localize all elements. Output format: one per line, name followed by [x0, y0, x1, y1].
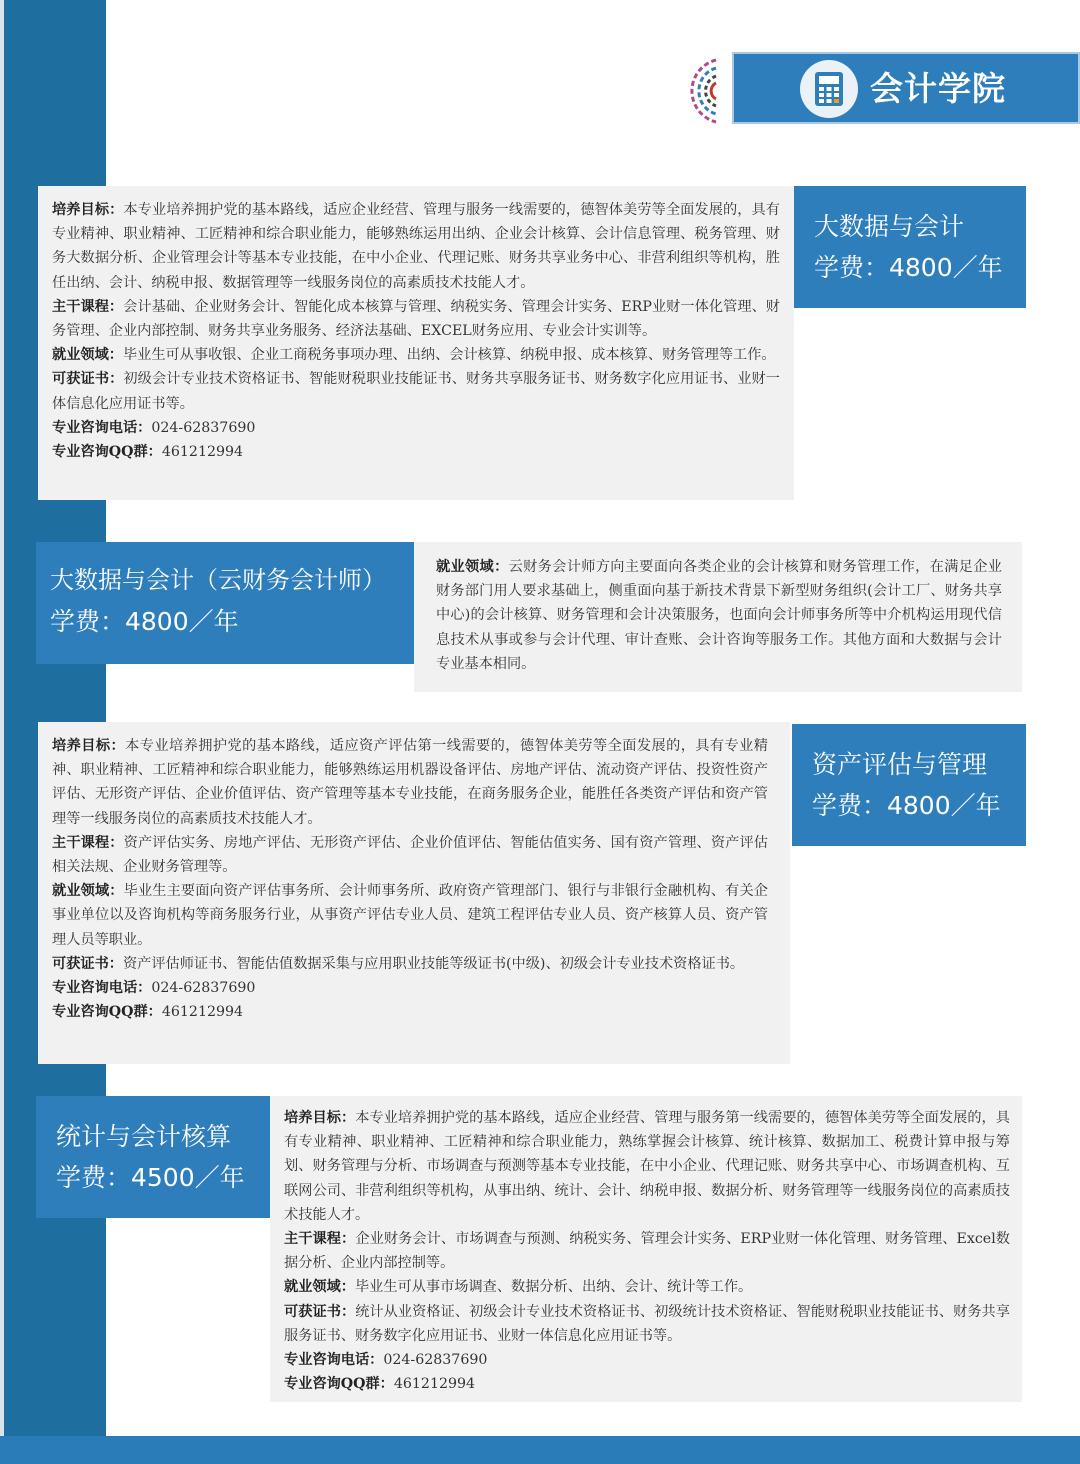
program-name: 大数据与会计（云财务会计师）: [50, 566, 386, 594]
field-certificates: 可获证书：初级会计专业技术资格证书、智能财税职业技能证书、财务共享服务证书、财务数字化应用证书、业财一体信息化应用证书等。: [52, 371, 780, 412]
field-qq-group: 专业咨询QQ群：461212994: [52, 1004, 244, 1021]
field-goal: 培养目标：本专业培养拥护党的基本路线，适应资产评估第一线需要的，德智体美劳等全面发展的，具有专业精神、职业精神、工匠精神和综合职业能力，能够熟练运用机器设备评估、房地产评估、流动资产评估、投资性资产评估、无形资产评估、企业价值评估、资产管理等基本专业技能，在商务服务企业，能胜任各类资产评估和资产管理等一线服务岗位的高素质技术技能人才。: [52, 738, 768, 827]
program-name: 大数据与会计: [814, 212, 965, 241]
field-courses: 主干课程：资产评估实务、房地产评估、无形资产评估、企业价值评估、智能估值实务、国有资产管理、资产评估相关法规、企业财务管理等。: [52, 834, 768, 876]
field-courses: 主干课程：会计基础、企业财务会计、智能化成本核算与管理、纳税实务、管理会计实务、ERP业财一体化管理、财务管理、企业内部控制、财务共享业务服务、经济法基础、EXCEL财务应用、专业会计实训等。: [52, 298, 780, 340]
field-goal: 培养目标：本专业培养拥护党的基本路线，适应企业经营、管理与服务第一线需要的，德智体美劳等全面发展的，具有专业精神、职业精神、工匠精神和综合职业能力，熟练掌握会计核算、统计核算、数据加工、税费计算申报与筹划、财务管理与分析、市场调查与预测等基本专业技能，在中小企业、代理记账、财务共享中心、市场调查机构、互联网公司、非营利组织等机构，从事出纳、统计、会计、纳税申报、数据分析、财务管理等一线服务岗位的高素质技术技能人才。: [284, 1110, 1010, 1223]
field-phone: 专业咨询电话：024-62837690: [52, 419, 256, 436]
college-title: 会计学院: [870, 69, 1006, 108]
arc-logo-icon: [676, 56, 722, 126]
field-employment: 就业领域：毕业生可从事市场调查、数据分析、出纳、会计、统计等工作。: [284, 1279, 753, 1296]
bottom-accent-bar: [0, 1436, 1080, 1464]
field-employment: 就业领域：毕业生可从事收银、企业工商税务事项办理、出纳、会计核算、纳税申报、成本核算、财务管理等工作。: [52, 347, 776, 364]
program-name: 统计与会计核算: [56, 1122, 232, 1151]
program-fee: 学费：4500／年: [56, 1163, 245, 1192]
program-title-box-big-data-accounting: [794, 186, 1026, 308]
program-panel-big-data-accounting: [38, 186, 794, 500]
program-name: 资产评估与管理: [812, 750, 988, 779]
field-employment: 就业领域：云财务会计师方向主要面向各类企业的会计核算和财务管理工作，在满足企业财务部门用人要求基础上，侧重面向基于新技术背景下新型财务组织(会计工厂、财务共享中心)的会计核算、财务管理和会计决策服务，也面向会计师事务所等中介机构运用现代信息技术从事或参与会计代理、审计查账、会计咨询等服务工作。其他方面和大数据与会计专业基本相同。: [436, 559, 1002, 672]
program-panel-statistics: [270, 1096, 1022, 1402]
left-stripe-edge: [0, 0, 4, 1464]
program-panel-asset-appraisal: [38, 722, 790, 1064]
field-qq-group: 专业咨询QQ群：461212994: [52, 444, 244, 461]
field-certificates: 可获证书：统计从业资格证、初级会计专业技术资格证书、初级统计技术资格证、智能财税职业技能证书、财务共享服务证书、财务数字化应用证书、业财一体信息化应用证书等。: [284, 1303, 1010, 1344]
calculator-icon-badge: [800, 60, 858, 118]
field-qq-group: 专业咨询QQ群：461212994: [284, 1376, 476, 1393]
program-title-box-asset-appraisal: [792, 724, 1026, 846]
calculator-icon: [814, 71, 844, 107]
field-phone: 专业咨询电话：024-62837690: [52, 980, 256, 997]
program-title-box-cloud-finance: [36, 542, 414, 664]
field-phone: 专业咨询电话：024-62837690: [284, 1352, 488, 1369]
program-title-box-statistics: [36, 1096, 270, 1218]
field-employment: 就业领域：毕业生主要面向资产评估事务所、会计师事务所、政府资产管理部门、银行与非银行金融机构、有关企事业单位以及咨询机构等商务服务行业，从事资产评估专业人员、建筑工程评估专业人员、资产核算人员、资产管理人员等职业。: [52, 883, 768, 948]
field-goal: 培养目标：本专业培养拥护党的基本路线，适应企业经营、管理与服务一线需要的，德智体美劳等全面发展的，具有专业精神、职业精神、工匠精神和综合职业能力，能够熟练运用出纳、企业会计核算、会计信息管理、税务管理、财务大数据分析、企业管理会计等基本专业技能，在中小企业、代理记账、财务共享业务中心、非营利组织等机构，胜任出纳、会计、纳税申报、数据管理等一线服务岗位的高素质技术技能人才。: [52, 202, 780, 291]
field-courses: 主干课程：企业财务会计、市场调查与预测、纳税实务、管理会计实务、ERP业财一体化管理、财务管理、Excel数据分析、企业内部控制等。: [284, 1231, 1010, 1272]
college-banner: [732, 52, 1080, 124]
program-panel-cloud-finance: [414, 542, 1022, 692]
program-fee: 学费：4800／年: [50, 607, 239, 636]
program-fee: 学费：4800／年: [812, 791, 1001, 820]
program-fee: 学费：4800／年: [814, 253, 1003, 282]
field-certificates: 可获证书：资产评估师证书、智能估值数据采集与应用职业技能等级证书(中级)、初级会计专业技术资格证书。: [52, 955, 745, 972]
